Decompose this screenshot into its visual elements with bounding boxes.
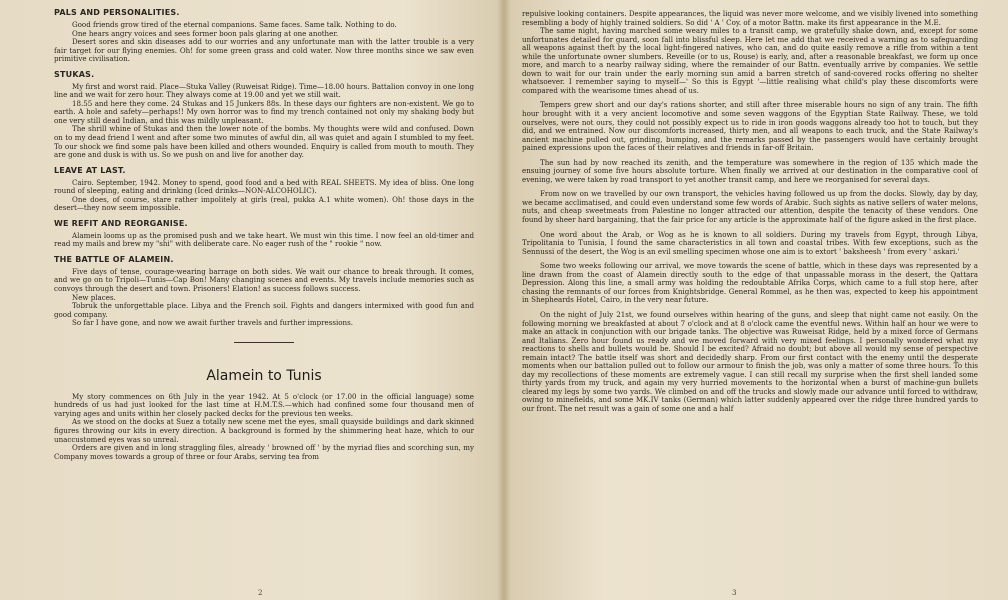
paragraph: Orders are given and in long straggling files, already ' browned off ' by the myriad flies and scorching sun, my Company moves towards a group of three or four Arabs, serving tea from xyxy=(54,443,474,461)
section-leave xyxy=(54,166,474,213)
right-page-column xyxy=(522,10,978,586)
right-page xyxy=(510,0,1008,600)
paragraph: On the night of July 21st, we found ourselves within hearing of the guns, and sleep that night came not easily. On the following morning we breakfasted at about 7 o'clock and at 8 o'clock came the eventful news. Within half an hour we were to make an attack in conjunction with our brigade tanks. The objective was Ruweisat Ridge, held by a mixed force of Germans and Italians. Zero hour found us ready and we moved forward with very mixed feelings. I personally wondered what my reactions to shells and bullets would be. Should I be excited? Afraid no doubt; but above all would my sense of perspective remain intact? The battle itself was short and decidedly sharp. From our first contact with the enemy until the desperate moments when our battalion pulled out to follow our armour to finish the job, was only a matter of some three hours. To this day my recollections of these moments are extremely vague. I can still recall my surprise when the first shell landed some thirty yards from my truck, and again my very hurried movements to the horizontal when a burst of machine-gun bullets cleared my legs by some two yards. We climbed on and off the trucks and slowly made our advance until forced to withdraw, owing to minefields, and some MK.IV tanks (German) which latter suddenly appeared over the ridge three hundred yards to our front. The net result was a gain of some one and a half xyxy=(522,309,978,413)
section-heading: LEAVE AT LAST. xyxy=(54,165,126,175)
paragraph: One word about the Arab, or Wog as he is known to all soldiers. During my travels from Egypt, through Libya, Tripolitania to Tunisia, I found the same characteristics in all town and coastal tribes. With few exceptions, such as the Sennussi of the desert, the Wog is an evil smelling specimen whose one aim is to extort ' baksheesh ' from every ' askari.' xyxy=(522,229,978,256)
section-alamein-battle xyxy=(54,255,474,328)
paragraph: Five days of tense, courage-wearing barrage on both sides. We wait our chance to break through. It comes, and we go on to Tripoli—Tunis—Cap Bon! Many changing scenes and events. My travels include memories such as convoys through the desert and town. Prisoners! Elation! as success follows success. xyxy=(54,266,474,294)
paragraph: 18.55 and here they come. 24 Stukas and 15 Junkers 88s. In these days our fighters are non-existent. We go to earth. A hole and safety—perhaps!! My own horror was to find my trench contained not only my shaking body but one very still dead Indian, and this was mildly unpleasant. xyxy=(54,98,474,125)
section-refit xyxy=(54,219,474,249)
paragraph: Cairo. September, 1942. Money to spend, good food and a bed with REAL SHEETS. My idea of bliss. One long round of sleeping, eating and drinking (Iced drinks—NON-ALCOHOLIC). xyxy=(54,177,474,196)
paragraph: From now on we travelled by our own transport, the vehicles having followed us up from the docks. Slowly, day by day, we became acclimatised, and could even understand some few words of Arabic. Such sights as native sellers of water melons, nuts, and cheap sweetmeats from Palestine no longer attracted our attention, despite the tenacity of these vendors. One found by sheer hard bargaining, that the fair price for any article is the approximate half of the figure asked in the first place. xyxy=(522,189,978,225)
paragraph: Tempers grew short and our day's rations shorter, and still after three miserable hours no sign of any train. The fifth hour brought with it a very ancient locomotive and some seven waggons of the Egyptian State Railway. These, we told ourselves, were not ours, they could not possibly expect us to ride in iron goods waggons already too hot to touch, but they did, and we entrained. Now our discomforts increased, thirty men, and all weapons to each truck, and the State Railway's ancient machine pulled out, grinding, bumping, and the remarks passed by the passengers would have certainly brought pained expressions upon the faces of their relatives and friends in far-off Britain. xyxy=(522,100,978,153)
paragraph: As we stood on the docks at Suez a totally new scene met the eyes, small quayside buildings and dark skinned figures throwing our kits in every direction. A background is formed by the shimmering heat haze, which to our unaccustomed eyes was so unreal. xyxy=(54,417,474,444)
paragraph: One hears angry voices and sees former boon pals glaring at one another. xyxy=(72,28,339,38)
paragraph: Good friends grow tired of the eternal companions. Same faces. Same talk. Nothing to do. xyxy=(72,20,397,29)
paragraph: Desert sores and skin diseases add to our worries and any unfortunate man with the latter trouble is a very fair target for our flying enemies. Oh! for some green grass and cold water. Now three months since we saw even primitive civilisation. xyxy=(54,37,474,64)
paragraph: Some two weeks following our arrival, we move towards the scene of battle, which in these days was represented by a line drawn from the coast of Alamein directly south to the edge of that unpassable morass in the desert, the Qattara Depression. Along this line, a small army was holding the redoubtable Afrika Corps, which came to a full stop here, after chasing the remnants of our forces from Knightsbridge. General Rommel, as he then was, expected to keep his appointment in Shepheards Hotel, Cairo, in the very near future. xyxy=(522,261,978,305)
paragraph: Alamein looms up as the promised push and we take heart. We must win this time. I now feel an old-timer and read my mails and brew my "shi" with deliberate care. No eager rush of the " rookie " now. xyxy=(54,230,474,249)
left-page xyxy=(0,0,496,600)
paragraph: My story commences on 6th July in the year 1942. At 5 o'clock (or 17.00 in the official language) some hundreds of us had just looked for the last time at H.M.T.S.—which had confined some four thousand men of varying ages and units within her closely packed decks for the previous ten weeks. xyxy=(54,391,474,418)
paragraph: The shrill whine of Stukas and then the lower note of the bombs. My thoughts were wild and confused. Down on to my dead friend I went and after some two minutes of awful din, all was quiet and again I stumbled to my feet. To our shock we find some pals have been killed and others wounded. Enquiry is called from mouth to mouth. They are gone and dusk is with us. So we push on and live for another day. xyxy=(54,124,474,160)
paragraph: One does, of course, stare rather impolitely at girls (real, pukka A.1 white women). Oh! those days in the desert—they now seem impossible. xyxy=(54,194,474,213)
section-heading: THE BATTLE OF ALAMEIN. xyxy=(54,254,174,264)
section-heading: WE REFIT AND REORGANISE. xyxy=(54,218,188,228)
paragraph: My first and worst raid. Place—Stuka Valley (Ruweisat Ridge). Time—18.00 hours. Battalion convoy in one long line and we wait for zero hour. They always come at 19.00 and yet we still wait. xyxy=(54,81,474,100)
section-heading: PALS AND PERSONALITIES. xyxy=(54,8,180,17)
section-heading: STUKAS. xyxy=(54,69,95,79)
story-title: Alamein to Tunis xyxy=(206,367,322,384)
paragraph: So far I have gone, and now we await further travels and further impressions. xyxy=(72,318,354,328)
paragraph: New places. xyxy=(72,292,116,302)
paragraph: The sun had by now reached its zenith, and the temperature was somewhere in the region of 135 which made the ensuing journey of some five hours absolute torture. When finally we arrived at our destination in the comparative cool of evening, we were taken by road transport to yet another transit camp, and here we reorganised for several days. xyxy=(522,157,978,184)
page-number: 2 xyxy=(258,589,263,597)
left-page-column xyxy=(54,8,474,584)
paragraph: Tobruk the unforgettable place. Libya and the French soil. Fights and dangers intermixed with good fun and good company. xyxy=(54,301,474,319)
section-pals xyxy=(54,8,474,64)
section-divider xyxy=(234,342,294,343)
section-stukas xyxy=(54,70,474,160)
paragraph: repulsive looking containers. Despite appearances, the liquid was never more welcome, and we visibly livened into something resembling a body of highly trained soldiers. So did ' A ' Coy. of a motor Battn. make its first appearance in the M.E. xyxy=(522,10,978,27)
page-number: 3 xyxy=(732,589,737,597)
paragraph: The same night, having marched some weary miles to a transit camp, we gratefully shake down, and, except for some unfortunates detailed for guard, soon fall into blissful sleep. Here let me add that we received a warning as to safeguarding all weapons against theft by the local light-fingered natives, who can, and do quite easily remove a rifle from within a tent while the unfortunate owner slumbers. Reveille (or to us, Rouse) is early, and, after a reasonable breakfast, we form up once more, and march to a nearby railway siding, where the remainder of our Battn. eventually arrive by companies. We settle down to wait for our train under the early morning sun amid a barren stretch of sand-covered rocks offering no shelter whatsoever. I remember saying to myself—' So this is Egypt '—little realising what child's play these discomforts were compared with the wearisome times ahead of us. xyxy=(522,26,978,95)
